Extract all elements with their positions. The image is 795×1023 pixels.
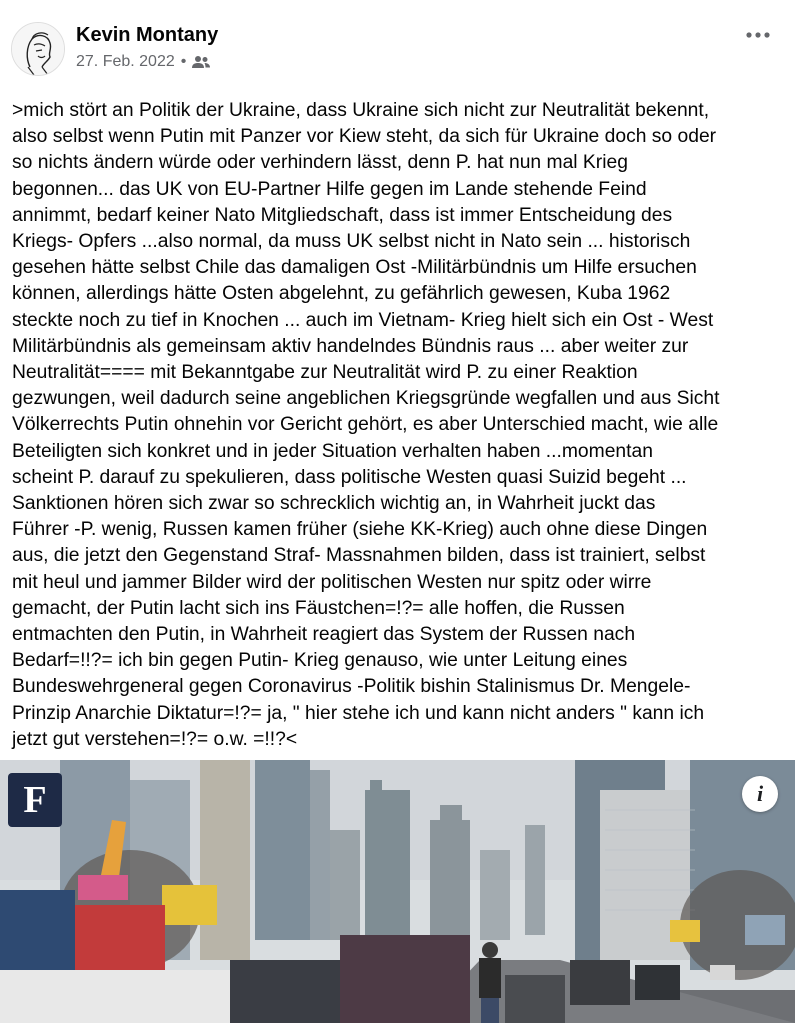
post-text: >mich stört an Politik der Ukraine, dass Ukraine sich nicht zur Neutralität bekennt, also selbst wenn Putin mit Panzer vor Kiew steht, da sich für Ukraine doch so oder so nichts ändern würde oder verhindern lässt, denn P. hat nun mal Krieg begonnen... das UK von EU-Partner Hilfe gegen im Lande stehende Feind annimmt, bedarf keiner Nato Mitgliedschaft, dass ist immer Entscheidung des Kriegs- Opfers ...also normal, da muss UK selbst nicht in Nato sein ... historisch gesehen hätte selbst Chile das damaligen Ost -Militärbündnis um Hilfe ersuchen können, allerdings hätte Osten abgelehnt, zu gefährlich gewesen, Kuba 1962 steckte noch zu tief in Knochen ... auch im Vietnam- Krieg hielt sich ein Ost - West Militärbündnis als gemeinsam aktiv handelndes Bündnis raus ... aber weiter zur Neutralität==== mit Bekanntgabe zur Neutralität wird P. zu einer Reaktion gezwungen, weil dadurch seine angeblichen Kriegsgründe wegfallen und aus Sicht Völkerrechts Putin ohnehin vor Gericht gehört, es aber Unterschied macht, wie alle Beteiligten sich konkret und in jeder Situation verhalten haben ...momentan scheint P. darauf zu spekulieren, dass politische Westen quasi Suizid begeht ... Sanktionen hören sich zwar so schrecklich wichtig an, in Wahrheit juckt das Führer -P. wenig, Russen kamen früher (siehe KK-Krieg) auch ohne diese Dingen aus, die jetzt den Gegenstand Straf- Massnahmen bilden, dass ist trainiert, selbst mit heul und jammer Bilder wird der politischen Westen nur spitz oder wirre gemacht, der Putin lacht sich ins Fäustchen=!?= alle hoffen, die Russen entmachten den Putin, in Wahrheit reagiert das System der Russen nach Bedarf=!!?= ich bin gegen Putin- Krieg genauso, wie unter Leitung eines Bundeswehrgeneral gegen Coronavirus -Politik bishin Stalinismus Dr. Mengele- Prinzip Anarchie Diktatur=!?= ja, " hier stehe ich und kann nicht anders " kann ich jetzt gut verstehen=!?= o.w. =!!?<: [12, 100, 720, 750]
friends-icon: [192, 55, 210, 69]
avatar[interactable]: [11, 22, 65, 76]
post-header: [0, 0, 795, 90]
avatar-sketch-icon: [12, 23, 65, 76]
more-horizontal-icon: [746, 32, 770, 38]
publisher-logo: F: [8, 773, 62, 827]
link-preview-image[interactable]: [0, 760, 795, 1023]
meta-separator: •: [180, 53, 187, 70]
post-meta: [76, 53, 210, 71]
more-options-button[interactable]: [743, 22, 773, 48]
author-name[interactable]: Kevin Montany: [76, 24, 219, 46]
info-button[interactable]: i: [742, 776, 778, 812]
city-street-photo: [0, 760, 795, 1023]
post-date[interactable]: 27. Feb. 2022: [76, 53, 175, 70]
